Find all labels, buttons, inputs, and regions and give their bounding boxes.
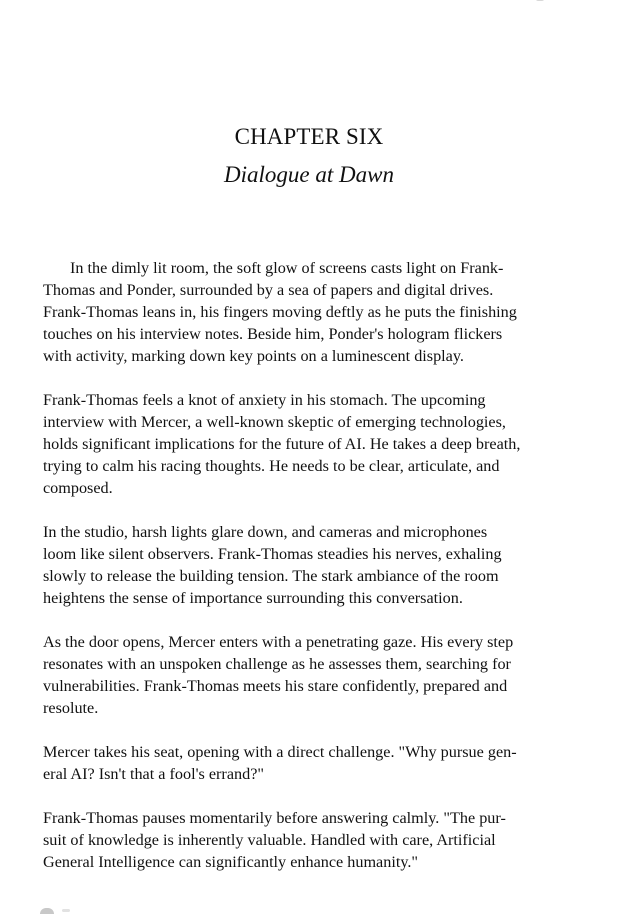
text-line: heightens the sense of importance surrounding this conversation. [43,589,463,607]
chapter-body [43,257,583,895]
text-line: Thomas and Ponder, surrounded by a sea of papers and digital drives. [43,281,494,299]
paragraph-1 [43,257,583,367]
text-line: trying to calm his racing thoughts. He needs to be clear, articulate, and [43,457,500,475]
chapter-subtitle: Dialogue at Dawn [224,162,394,187]
text-line: Mercer takes his seat, opening with a direct challenge. "Why pursue gen- [43,743,517,761]
paragraph-3 [43,521,583,609]
paragraph-4 [43,631,583,719]
text-line: loom like silent observers. Frank-Thomas steadies his nerves, exhaling [43,545,502,563]
text-line: Frank-Thomas feels a knot of anxiety in his stomach. The upcoming [43,391,486,409]
text-line: with activity, marking down key points on a luminescent display. [43,347,464,365]
text-line: touches on his interview notes. Beside him, Ponder's hologram flickers [43,325,503,343]
text-line: In the studio, harsh lights glare down, and cameras and microphones [43,523,488,541]
bottom-edge-artifact [40,908,54,914]
text-line: interview with Mercer, a well-known skeptic of emerging technologies, [43,413,506,431]
text-line: vulnerabilities. Frank-Thomas meets his stare confidently, prepared and [43,677,508,695]
text-line: General Intelligence can significantly enhance humanity." [43,853,419,871]
text-line: holds significant implications for the future of AI. He takes a deep breath, [43,435,521,453]
paragraph-6 [43,807,583,873]
top-edge-artifact [536,0,544,1]
text-line: As the door opens, Mercer enters with a penetrating gaze. His every step [43,633,514,651]
text-line: resolute. [43,699,99,717]
paragraph-5 [43,741,583,785]
paragraph-2 [43,389,583,499]
text-line: suit of knowledge is inherently valuable. Handled with care, Artificial [43,831,496,849]
text-line: composed. [43,479,113,497]
text-line: Frank-Thomas leans in, his fingers moving deftly as he puts the finishing [43,303,517,321]
text-line: resonates with an unspoken challenge as he assesses them, searching for [43,655,511,673]
text-line: eral AI? Isn't that a fool's errand?" [43,765,264,783]
chapter-title: CHAPTER SIX [234,124,384,149]
text-line: In the dimly lit room, the soft glow of screens casts light on Frank- [70,259,504,277]
text-line: slowly to release the building tension. The stark ambiance of the room [43,567,499,585]
text-line: Frank-Thomas pauses momentarily before answering calmly. "The pur- [43,809,506,827]
